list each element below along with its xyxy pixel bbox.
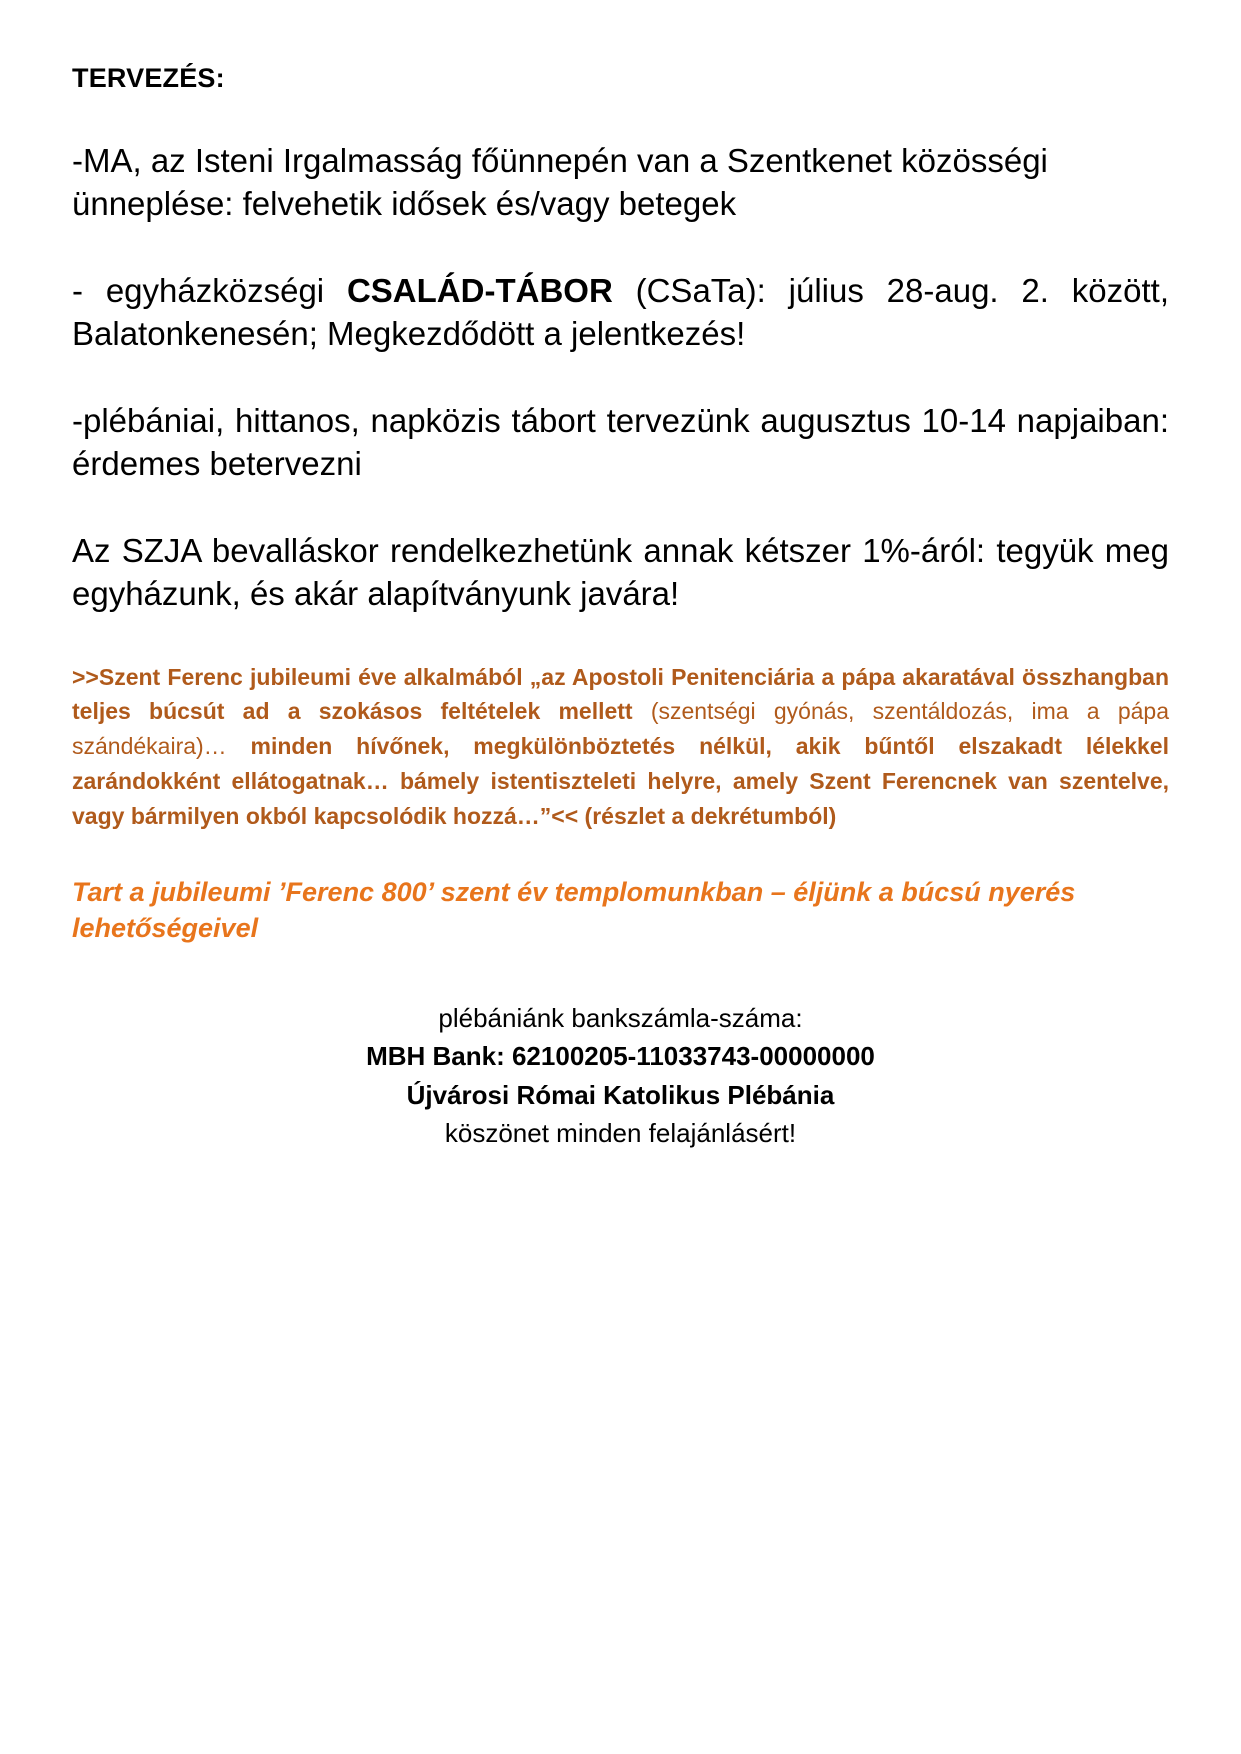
page-title: TERVEZÉS: [72,63,225,93]
csalad-tabor-rest: (CSaTa): július 28-aug. 2. között, Balatonkenesén; Megkezdődött a jelentkezés! [72,272,1169,353]
csalad-tabor-title: CSALÁD-TÁBOR [346,272,613,310]
thanks-note: köszönet minden felajánlásért! [444,1118,797,1149]
bank-details [72,999,1169,1153]
decree-quote-part-3: minden hívőnek, megkülönböztetés nélkül, akik bűntől elszakadt lélekkel zarándokként ellátogatnak… bámely istentiszteleti helyre, amely Szent Ferencnek van szentelve, vagy bármilyen okból kapcsolódik hozzá…”<< (részlet a dekrétumból) [72,733,1169,830]
parish-name: Újvárosi Római Katolikus Plébánia [406,1079,835,1110]
paragraph-napkozis-tabor: -plébániai, hittanos, napközis tábort tervezünk augusztus 10-14 napjaiban: érdemes betervezni [72,401,1169,482]
bank-account-number: MBH Bank: 62100205-11033743-00000000 [366,1041,875,1072]
paragraph-csalad-tabor [72,270,1169,356]
decree-quote-part-2: (szentségi gyónás, szentáldozás, ima a pápa szándékaira)… [72,698,1169,760]
decree-quote-part-1: >>Szent Ferenc jubileumi éve alkalmából „az Apostoli Penitenciária a pápa akaratával összhangban teljes búcsút ad a szokásos feltételek mellett [72,663,1169,725]
decree-quote [72,660,1169,835]
paragraph-szentkenet: -MA, az Isteni Irgalmasság főünnepén van a Szentkenet közösségi ünneplése: felvehetik idősek és/vagy betegek [72,142,1048,223]
jubilee-lead-text: Tart a jubileumi ’Ferenc 800’ szent év templomunkban – éljünk a búcsú nyerés lehetőségeivel [72,877,1076,944]
csalad-tabor-lead: - egyházközségi [72,272,347,310]
bank-label: plébániánk bankszámla-száma: [438,1002,803,1033]
paragraph-szja: Az SZJA bevalláskor rendelkezhetünk annak kétszer 1%-áról: tegyük meg egyházunk, és akár alapítványunk javára! [72,531,1169,612]
